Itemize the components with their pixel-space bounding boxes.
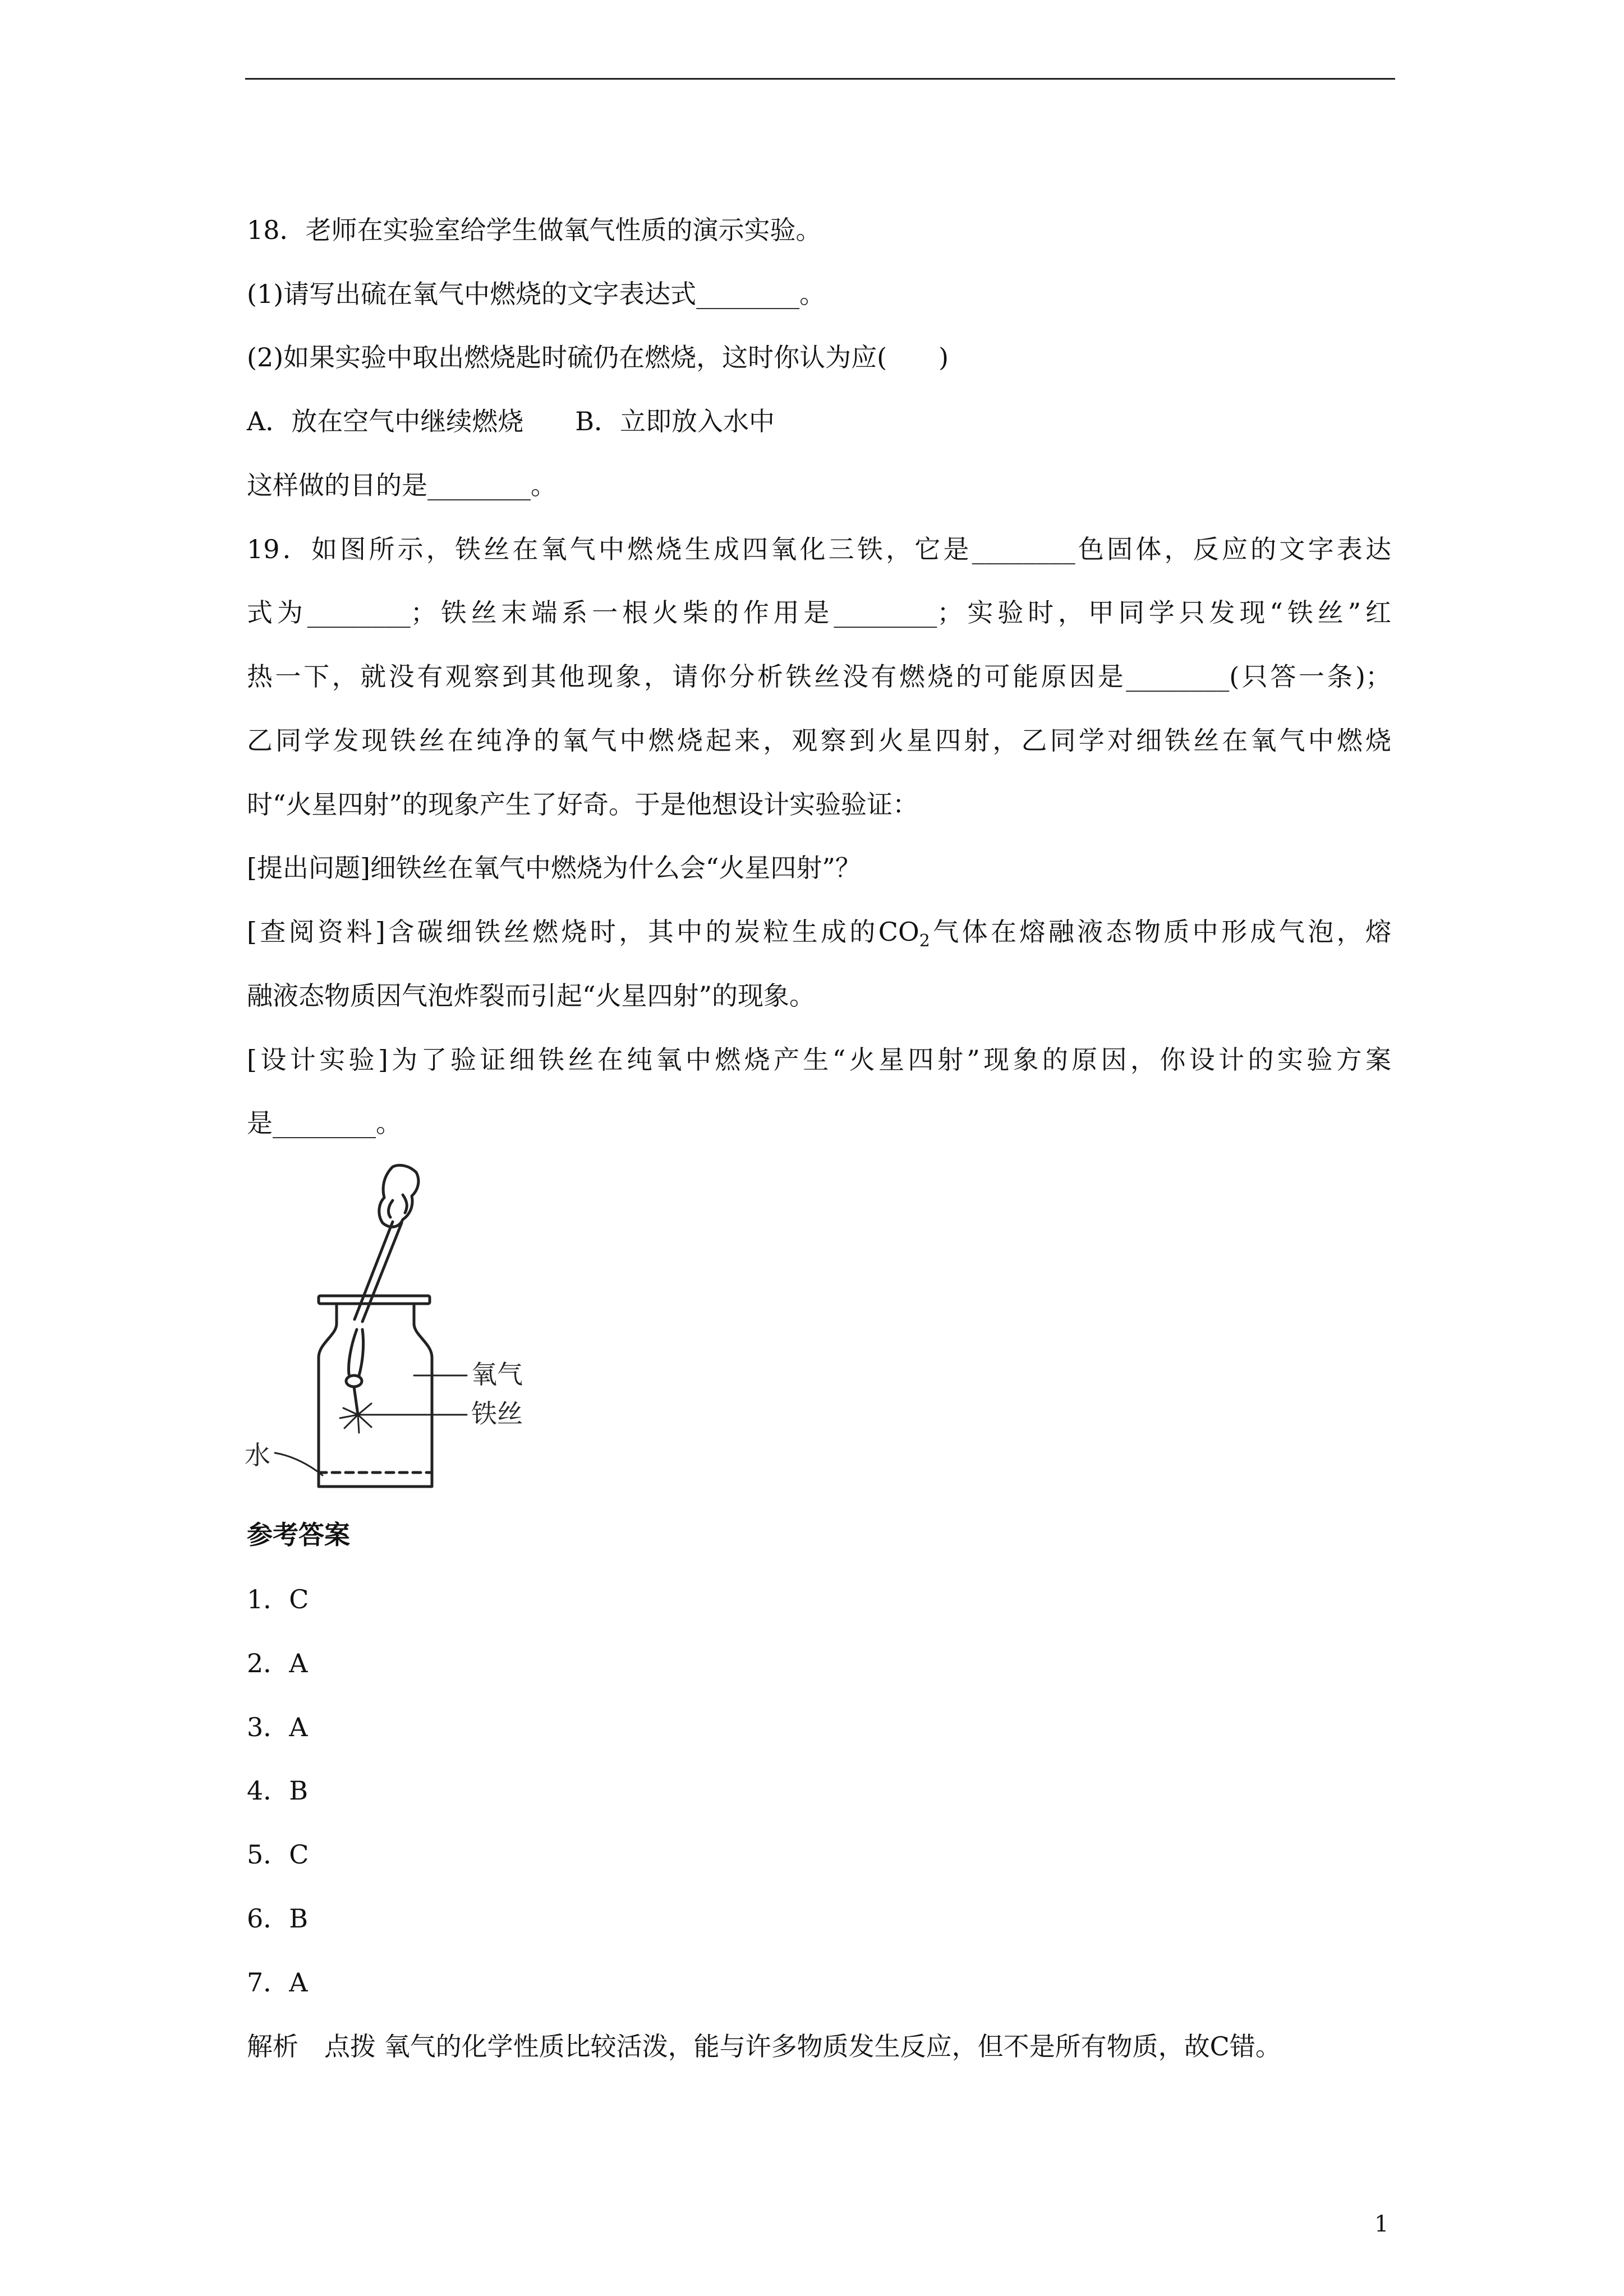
q19-design-line2: 是________。: [247, 1108, 402, 1138]
answer-item: 1．C: [247, 1584, 309, 1614]
q19-question: [提出问题]细铁丝在氧气中燃烧为什么会“火星四射”？: [247, 853, 861, 883]
answer-item: 4．B: [247, 1775, 309, 1806]
hand-icon: [379, 1165, 418, 1227]
q19-line3: 热一下，就没有观察到其他现象，请你分析铁丝没有燃烧的可能原因是________(只答一条)；: [247, 661, 1391, 692]
q19-info-before: [查阅资料]含碳细铁丝燃烧时，其中的炭粒生成的: [247, 917, 878, 947]
iron-wire-oxygen-figure: [224, 1161, 539, 1498]
label-oxygen: 氧气: [471, 1359, 523, 1389]
q19-info-line2: 融液态物质因气泡炸裂而引起“火星四射”的现象。: [247, 981, 816, 1011]
q18-options: A．放在空气中继续燃烧 B．立即放入水中: [247, 406, 775, 436]
q19-info-line1: [247, 915, 1391, 958]
header-rule: [245, 78, 1395, 80]
q19-line5: 时“火星四射”的现象产生了好奇。于是他想设计实验验证：: [247, 789, 919, 820]
label-iron-wire: 铁丝: [471, 1398, 523, 1429]
q18-part2: (2)如果实验中取出燃烧匙时硫仍在燃烧，这时你认为应( ): [247, 342, 949, 372]
q18-stem: 18．老师在实验室给学生做氧气性质的演示实验。: [247, 215, 822, 245]
iron-wire: [354, 1387, 358, 1415]
answer-item: 6．B: [247, 1903, 309, 1934]
q19-design-line1: [设计实验]为了验证细铁丝在纯氧中燃烧产生“火星四射”现象的原因，你设计的实验方案: [247, 1045, 1391, 1075]
q19-line4: 乙同学发现铁丝在纯净的氧气中燃烧起来，观察到火星四射，乙同学对细铁丝在氧气中燃烧: [247, 725, 1391, 756]
answers-heading: 参考答案: [247, 1520, 350, 1550]
q18-purpose: 这样做的目的是________。: [247, 470, 556, 500]
experiment-diagram: [224, 1161, 539, 1498]
q19-line1: 19．如图所示，铁丝在氧气中燃烧生成四氧化三铁，它是________色固体，反应的文字表达: [247, 534, 1391, 564]
page-number: 1: [1374, 2211, 1389, 2237]
answer-item: 3．A: [247, 1712, 308, 1742]
q19-info-after: 气体在熔融液态物质中形成气泡，熔: [930, 917, 1391, 947]
answer-item: 5．C: [247, 1839, 309, 1870]
gas-bottle: [319, 1304, 432, 1487]
bottle-lid: [319, 1296, 430, 1304]
q18-part1: (1)请写出硫在氧气中燃烧的文字表达式________。: [247, 279, 826, 309]
q19-line2: 式为________；铁丝末端系一根火柴的作用是________；实验时，甲同学只发现“铁丝”红: [247, 597, 1391, 628]
answer-item: 7．A: [247, 1967, 308, 1998]
co2-formula: $CO_2$: [878, 917, 930, 951]
answer-explanation: 解析 点拨 氧气的化学性质比较活泼，能与许多物质发生反应，但不是所有物质，故C错。: [247, 2031, 1281, 2062]
label-water: 水: [245, 1440, 270, 1470]
answer-item: 2．A: [247, 1648, 308, 1678]
